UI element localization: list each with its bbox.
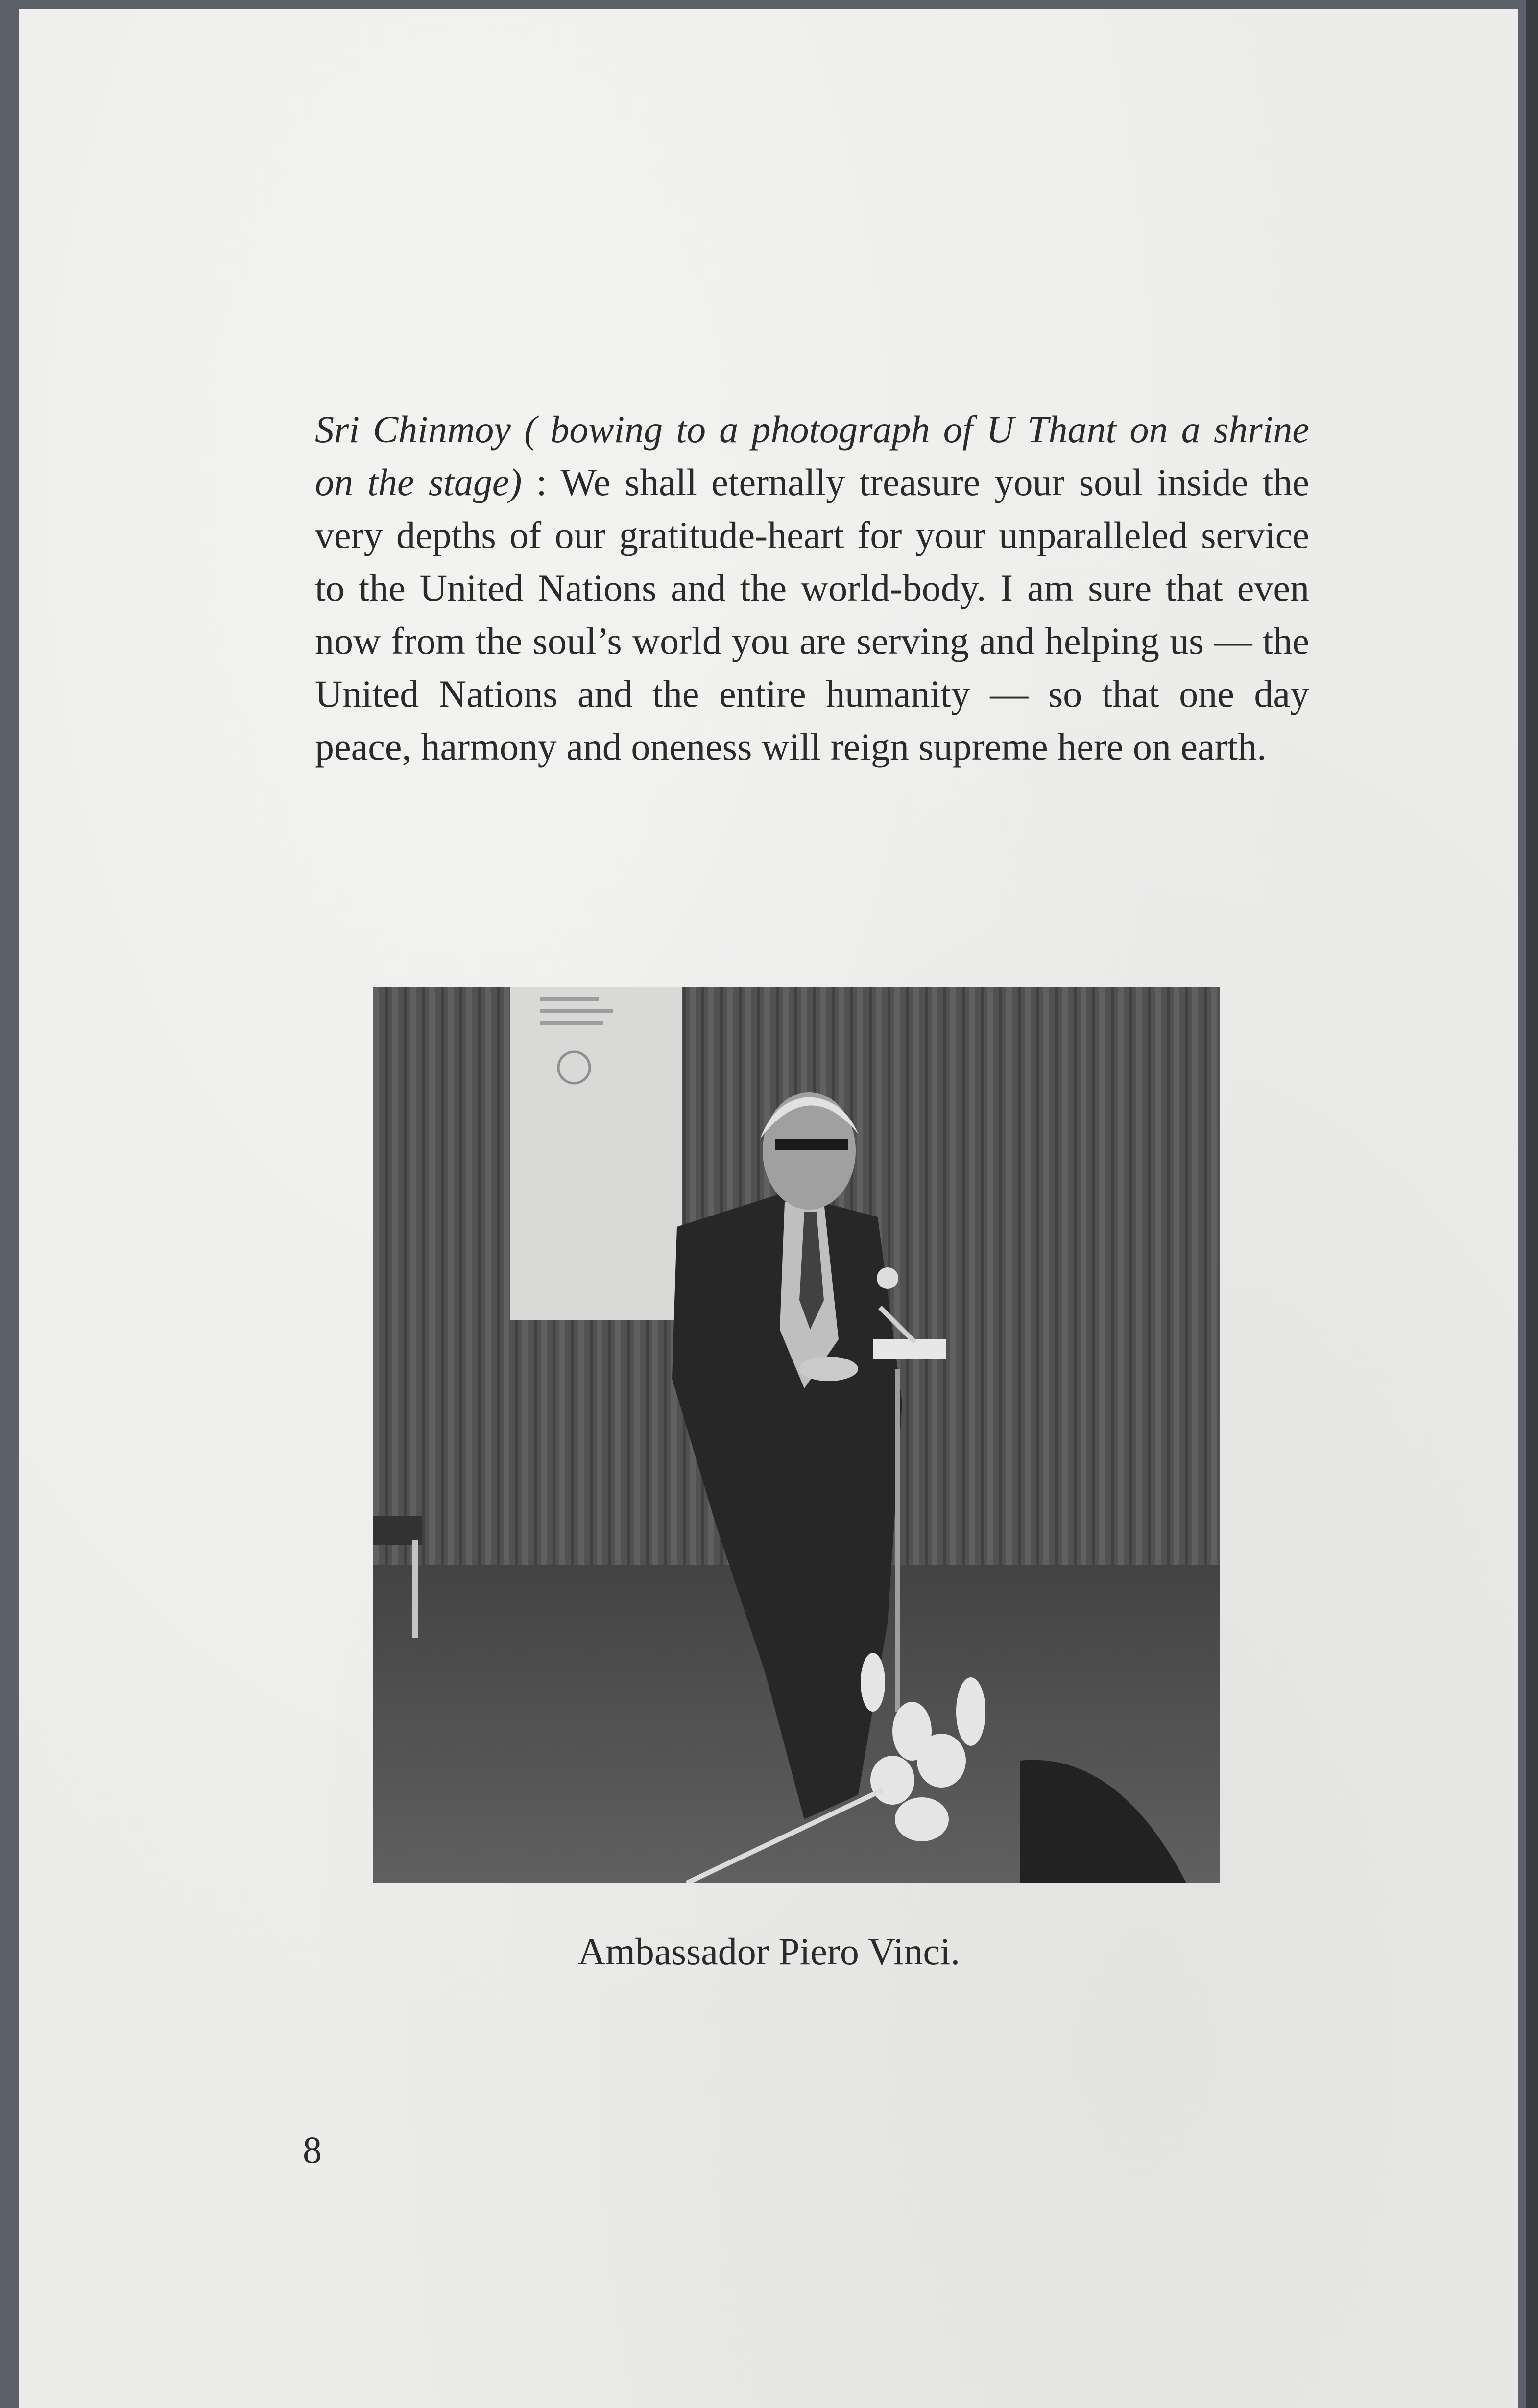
- speaker-photograph: [373, 987, 1220, 1883]
- page-number: 8: [303, 2128, 322, 2171]
- paragraph-text: We shall eternally treasure your soul inside the very depths of our gratitude-heart for your unparalleled service to the United Nations and the world-body. I am sure that even now from the soul’s world you are serving and helping us — the United Nations and the entire humanity — so that one day peace, harmony and oneness will reign supreme here on earth.: [315, 461, 1309, 768]
- separator: :: [522, 461, 561, 503]
- photo-caption: Ambassador Piero Vinci.: [577, 1930, 961, 1973]
- speaker-name: Sri Chinmoy: [315, 408, 511, 451]
- stage-direction: ( bowing to a photograph of U Thant on a shrine on the stage): [315, 408, 1310, 503]
- page-edge-shadow: [1526, 0, 1538, 2408]
- body-paragraph: [315, 403, 1309, 773]
- photograph-illustration: [373, 987, 1220, 1883]
